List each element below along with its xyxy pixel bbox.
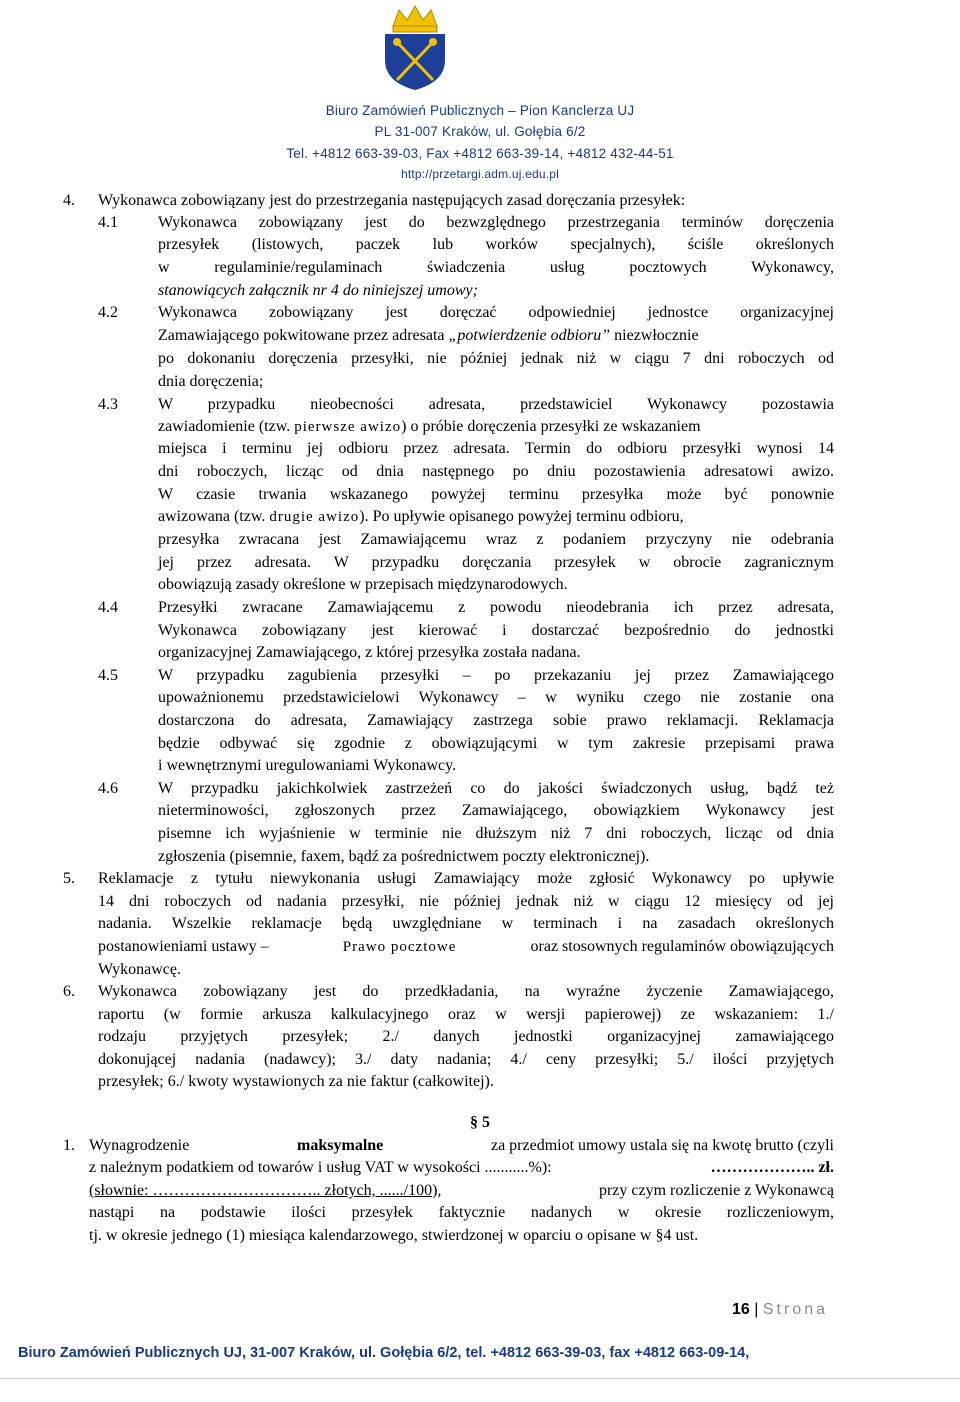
text-run: ). Po upływie opisanego powyżej terminu odbioru, <box>359 508 684 525</box>
text-run: ) o próbie doręczenia przesyłki ze wskazaniem <box>401 418 701 435</box>
subitem-text: przesyłka zwracana jest Zamawiającemu wraz z podaniem przyczyny nie odebrania <box>158 531 834 548</box>
subitem-text: miejsca i terminu jej odbioru przez adresata. Termin do odbioru przesyłki wynosi 14 <box>158 440 834 457</box>
text-run: oraz stosownych regulaminów obowiązujących <box>530 938 834 955</box>
item-text: nastąpi na podstawie ilości przesyłek faktycznie nadanych w okresie rozliczeniowym, <box>89 1204 834 1221</box>
page-label: Strona <box>762 1301 828 1318</box>
page-separator: | <box>754 1301 759 1318</box>
text-run-spaced: Prawo pocztowe <box>342 939 457 955</box>
text-run: zawiadomienie (tzw. <box>158 418 291 435</box>
item-number: 4. <box>63 192 75 209</box>
item-text: nadania. Wszelkie reklamacje będą uwzględniane w terminach i na zasadach określonych <box>98 915 834 932</box>
subitem-text: dostarczona do adresata, Zamawiający zastrzega sobie prawo reklamacji. Reklamacja <box>158 712 834 729</box>
item-text: dokonującej nadania (nadawcy); 3./ daty nadania; 4./ ceny przesyłki; 5./ ilości przyjętych <box>98 1051 834 1068</box>
item-number: 6. <box>63 983 75 1000</box>
text-run: Wynagrodzenie <box>89 1137 190 1154</box>
subitem-text <box>158 416 701 438</box>
subitem-text: będzie odbywać się zgodnie z obowiązującymi w tym zakresie przepisami prawa <box>158 735 834 752</box>
item-text <box>89 1180 834 1202</box>
item-number: 1. <box>63 1137 75 1154</box>
text-run: z należnym podatkiem od towarów i usług VAT w wysokości ...........%): <box>89 1159 552 1176</box>
subitem-number: 4.6 <box>98 780 118 797</box>
subitem-text: w regulaminie/regulaminach świadczenia usług pocztowych Wykonawcy, <box>158 259 834 276</box>
item-text: raportu (w formie arkusza kalkulacyjnego oraz w wersji papierowej) ze wskazaniem: 1./ <box>98 1006 834 1023</box>
text-run: Zamawiającego pokwitowane przez adresata <box>158 327 445 344</box>
item-text: Wykonawca zobowiązany jest do przestrzegania następujących zasad doręczania przesyłek: <box>98 192 686 209</box>
subitem-text: W przypadku jakichkolwiek zastrzeżeń co do jakości świadczonych usług, bądź też <box>158 780 834 797</box>
subitem-text <box>158 506 684 528</box>
subitem-number: 4.4 <box>98 599 118 616</box>
item-text: Wykonawca zobowiązany jest do przedkładania, na wyraźne życzenie Zamawiającego, <box>98 983 834 1000</box>
subitem-text: Wykonawca zobowiązany jest do bezwzględnego przestrzegania terminów doręczenia <box>158 214 834 231</box>
subitem-number: 4.3 <box>98 396 118 413</box>
subitem-number: 4.5 <box>98 667 118 684</box>
item-text: tj. w okresie jednego (1) miesiąca kalendarzowego, stwierdzonej w oparciu o opisane w §4 ust. <box>89 1227 699 1244</box>
item-text: Wykonawcę. <box>98 961 181 978</box>
subitem-text: dni roboczych, licząc od dnia następnego po dniu pozostawienia adresatowi awizo. <box>158 463 834 480</box>
subitem-number: 4.2 <box>98 304 118 321</box>
footer-divider <box>0 1378 960 1379</box>
item-text: rodzaju przyjętych przesyłek; 2./ danych jednostki organizacyjnej zamawiającego <box>98 1028 834 1045</box>
subitem-text: obowiązują zasady określone w przepisach międzynarodowych. <box>158 576 568 593</box>
header-office: Biuro Zamówień Publicznych – Pion Kanclerza UJ <box>325 103 635 118</box>
subitem-text <box>158 325 699 347</box>
subitem-text: jej przez adresata. W przypadku doręczania przesyłek w obrocie zagranicznym <box>158 554 834 571</box>
subitem-text: upoważnionemu przedstawicielowi Wykonawcy – w wyniku czego nie zostanie ona <box>158 689 834 706</box>
item-text: przesyłek; 6./ kwoty wystawionych za nie faktur (całkowitej). <box>98 1073 494 1090</box>
subitem-text: W przypadku nieobecności adresata, przedstawiciel Wykonawcy pozostawia <box>158 396 834 413</box>
subitem-text: W przypadku zagubienia przesyłki – po przekazaniu jej przez Zamawiającego <box>158 667 834 684</box>
text-run: postanowieniami ustawy – <box>98 938 269 955</box>
item-text: Reklamacje z tytułu niewykonania usługi Zamawiający może zgłosić Wykonawcy po upływie <box>98 870 834 887</box>
text-run-italic: „potwierdzenie odbioru” <box>448 327 611 344</box>
text-run-bold: maksymalne <box>297 1137 384 1154</box>
subitem-text: przesyłek (listowych, paczek lub worków specjalnych), ściśle określonych <box>158 236 834 253</box>
item-text <box>98 936 834 958</box>
text-run: niezwłocznie <box>614 327 699 344</box>
item-text <box>89 1157 834 1179</box>
subitem-text: Wykonawca zobowiązany jest doręczać odpowiedniej jednostce organizacyjnej <box>158 304 834 321</box>
text-run: przy czym rozliczenie z Wykonawcą <box>598 1182 834 1199</box>
page-number-value: 16 <box>732 1301 750 1318</box>
header-website-link[interactable]: http://przetargi.adm.uj.edu.pl <box>400 167 560 181</box>
item-text: 14 dni roboczych od nadania przesyłki, nie później jednak niż w ciągu 12 miesięcy od jej <box>98 893 834 910</box>
text-run-underlined: (słownie: ………………………….. złotych, ....../100), <box>89 1182 442 1199</box>
subitem-text: Przesyłki zwracane Zamawiającemu z powodu nieodebrania ich przez adresata, <box>158 599 834 616</box>
subitem-text: po dokonaniu doręczenia przesyłki, nie później jednak niż w ciągu 7 dni roboczych od <box>158 350 834 367</box>
text-run-spaced: pierwsze awizo <box>294 419 402 435</box>
text-run: awizowana (tzw. <box>158 508 266 525</box>
subitem-number: 4.1 <box>98 214 118 231</box>
text-run-spaced: drugie awizo <box>269 509 360 525</box>
text-run: za przedmiot umowy ustala się na kwotę brutto (czyli <box>490 1137 834 1154</box>
subitem-text: i wewnętrznymi uregulowaniami Wykonawcy. <box>158 757 457 774</box>
section-title: § 5 <box>470 1114 490 1131</box>
amount-blank: ……………….. zł. <box>710 1159 834 1176</box>
header-phone: Tel. +4812 663-39-03, Fax +4812 663-39-14, +4812 432-44-51 <box>286 146 674 161</box>
subitem-text: nieterminowości, zgłoszonych przez Zamawiającego, obowiązkiem Wykonawcy jest <box>158 802 834 819</box>
subitem-text: pisemne ich wyjaśnienie w terminie nie dłuższym niż 7 dni roboczych, licząc od dnia <box>158 825 834 842</box>
subitem-text: W czasie trwania wskazanego powyżej terminu przesyłka może być ponownie <box>158 486 834 503</box>
subitem-text: Wykonawca zobowiązany jest kierować i dostarczać bezpośrednio do jednostki <box>158 622 834 639</box>
subitem-text: stanowiących załącznik nr 4 do niniejszej umowy; <box>158 282 478 299</box>
item-number: 5. <box>63 870 75 887</box>
subitem-text: organizacyjnej Zamawiającego, z której przesyłka została nadana. <box>158 644 581 661</box>
footer-address: Biuro Zamówień Publicznych UJ, 31-007 Kraków, ul. Gołębia 6/2, tel. +4812 663-39-03, fax +4812 663-09-14, <box>18 1345 750 1361</box>
page-number <box>732 1301 828 1319</box>
subitem-text: dnia doręczenia; <box>158 373 264 390</box>
university-crest-icon <box>365 4 465 92</box>
header-address: PL 31-007 Kraków, ul. Gołębia 6/2 <box>374 124 586 139</box>
item-text <box>89 1135 834 1157</box>
subitem-text: zgłoszenia (pisemnie, faxem, bądź za pośrednictwem poczty elektronicznej). <box>158 848 650 865</box>
